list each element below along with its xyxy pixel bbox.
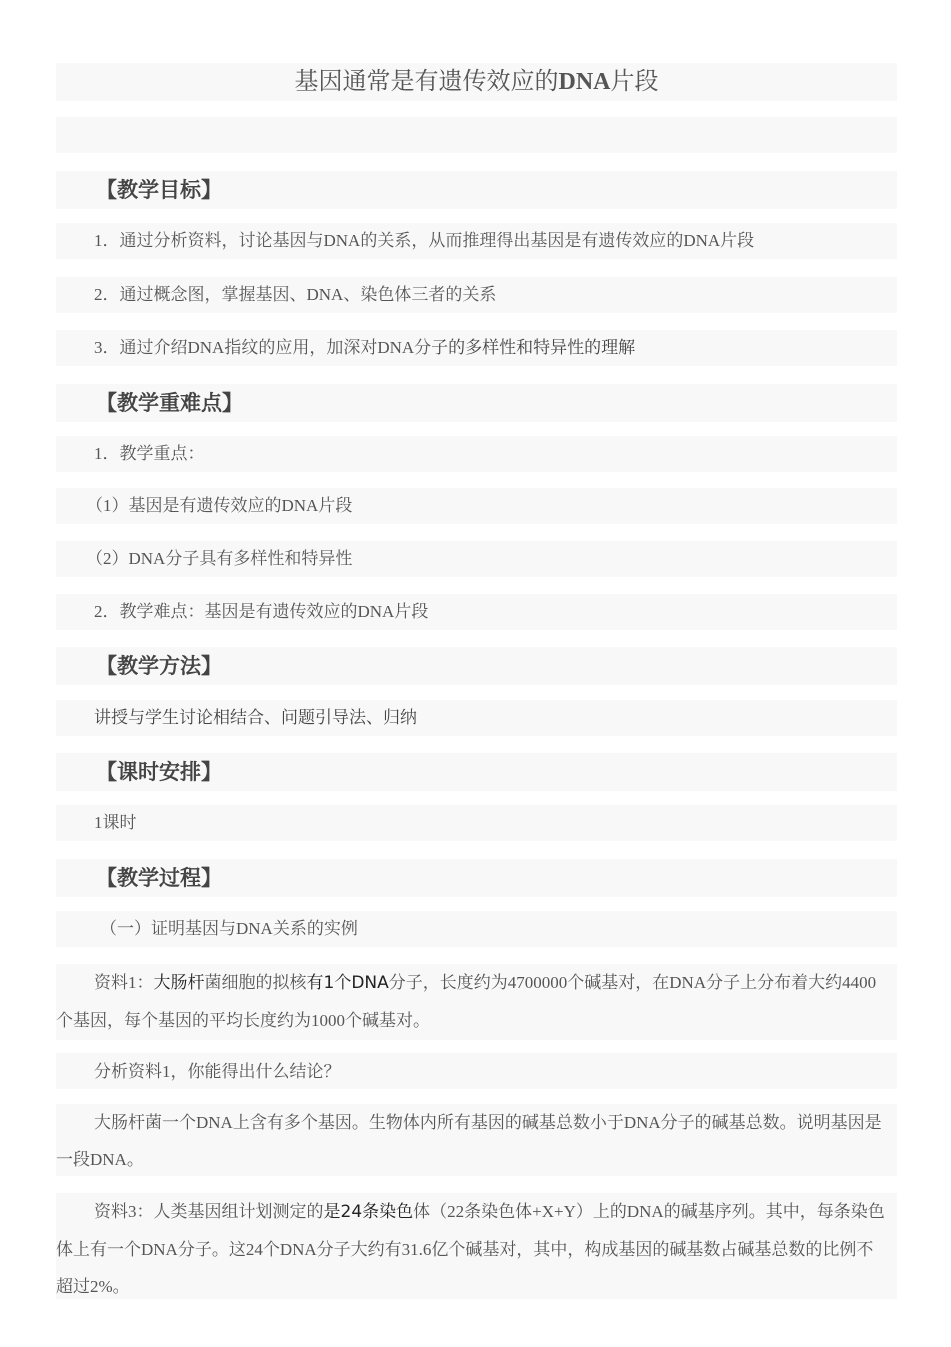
material-3-text-a: 资料3：人类基因组计划测定的 (94, 1202, 324, 1221)
title-bold: DNA (558, 69, 611, 95)
title-suffix: 片段 (610, 69, 659, 95)
process-subheading: （一）证明基因与DNA关系的实例 (56, 911, 897, 947)
keypoint-item-1: 1．教学重点： (56, 436, 897, 472)
material-1-emph-b: 有1个DNA (306, 973, 389, 993)
material-3-text-b: 体（22条染色体+X+Y）上的DNA的碱基序列。其中，每条染色体上有一个DNA分子。这24个DNA分子大约有31.6亿个碱基对，其中，构成基因的碱基数占碱基总数的比例不超过2%。 (56, 1202, 885, 1296)
material-1-label: 资料1： (94, 973, 154, 992)
blank-band (56, 117, 897, 153)
goal-item-3 (56, 330, 897, 366)
page-title (56, 63, 897, 101)
material-1-emph-a: 大肠杆 (153, 973, 205, 993)
material-3-paragraph (56, 1193, 897, 1299)
conclusion-paragraph: 大肠杆菌一个DNA上含有多个基因。生物体内所有基因的碱基总数小于DNA分子的碱基总数。说明基因是一段DNA。 (56, 1104, 897, 1176)
question-paragraph: 分析资料1，你能得出什么结论？ (56, 1053, 897, 1089)
process-heading: 【教学过程】 (56, 859, 897, 897)
methods-text: 讲授与学生讨论相结合、问题引导法、归纳 (56, 700, 897, 736)
material-3-emph: 是24条染色 (323, 1202, 414, 1222)
material-1-paragraph (56, 964, 897, 1040)
schedule-heading: 【课时安排】 (56, 753, 897, 791)
schedule-text: 1课时 (56, 805, 897, 841)
material-1-text-b: 分子，长度约为4700000个碱基对，在DNA分子上分布着大约4400个基因，每个基因的平均长度约为1000个碱基对。 (56, 973, 877, 1030)
keypoint-item-2: （1）基因是有遗传效应的DNA片段 (56, 488, 897, 524)
keypoint-item-3: （2）DNA分子具有多样性和特异性 (56, 541, 897, 577)
goal-item-2: 2．通过概念图，掌握基因、DNA、染色体三者的关系 (56, 277, 897, 313)
material-1-text-a: 菌细胞的拟核 (204, 973, 307, 992)
title-prefix: 基因通常是有遗传效应的 (294, 69, 559, 95)
keypoints-heading: 【教学重难点】 (56, 384, 897, 422)
methods-heading: 【教学方法】 (56, 647, 897, 685)
goal-item-3-b: 子的多样性和特异性的理解 (431, 338, 636, 358)
keypoint-item-4: 2．教学难点：基因是有遗传效应的DNA片段 (56, 594, 897, 630)
goal-item-1: 1．通过分析资料，讨论基因与DNA的关系，从而推理得出基因是有遗传效应的DNA片段 (56, 223, 897, 259)
goal-item-3-a: 3．通过介绍DNA指纹的应用，加深对DNA分 (94, 338, 432, 357)
goals-heading: 【教学目标】 (56, 171, 897, 209)
